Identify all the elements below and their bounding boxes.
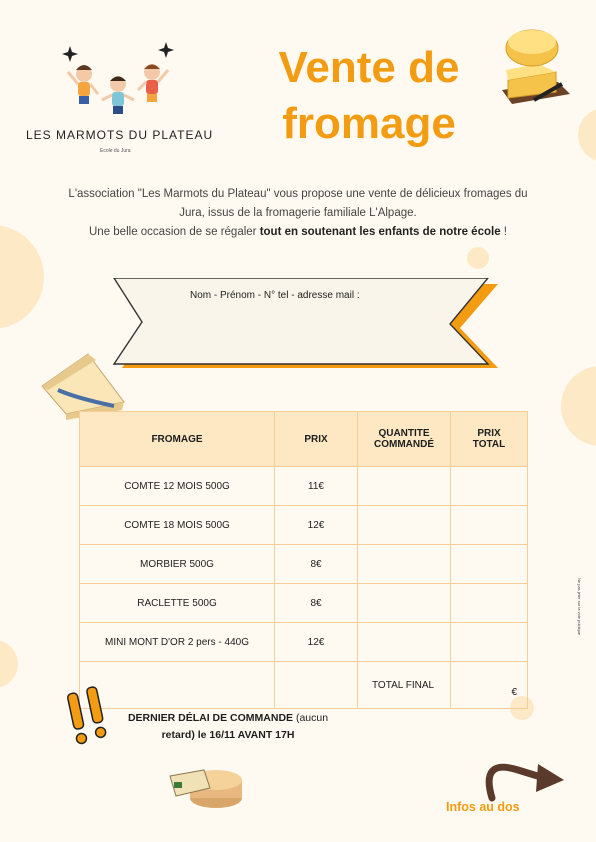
quantity-cell[interactable] — [358, 623, 451, 662]
deadline-line1-normal: (aucun — [293, 712, 329, 724]
header-prix: PRIX — [275, 412, 358, 467]
intro-text — [36, 185, 560, 242]
cheese-price: 11€ — [275, 467, 358, 506]
table-row — [80, 545, 528, 584]
deco-circle-left-bottom — [0, 640, 18, 688]
header-total-line2: TOTAL — [472, 439, 506, 450]
total-final-value[interactable]: € — [451, 662, 528, 709]
total-price-cell[interactable] — [451, 623, 528, 662]
quantity-cell[interactable] — [358, 584, 451, 623]
total-price-cell[interactable] — [451, 584, 528, 623]
table-row — [80, 506, 528, 545]
header-quantite-line1: QUANTITE — [378, 428, 430, 439]
cheese-name: COMTE 12 MOIS 500G — [80, 467, 275, 506]
header-prix-total — [451, 412, 528, 467]
total-row — [80, 662, 528, 709]
cheese-name: MORBIER 500G — [80, 545, 275, 584]
cheese-price: 8€ — [275, 584, 358, 623]
header-quantite — [358, 412, 451, 467]
cheese-board-illustration — [498, 20, 574, 108]
sparkle-icon — [62, 42, 174, 62]
table-row — [80, 584, 528, 623]
total-price-cell[interactable] — [451, 545, 528, 584]
intro-line-3-end: ! — [500, 226, 507, 238]
logo-subtitle: Ecole du Jura — [100, 148, 131, 154]
deadline-line1-bold: DERNIER DÉLAI DE COMMANDE — [127, 712, 294, 724]
deco-circle-right-top — [578, 108, 596, 162]
deadline-line2: retard) le 16/11 AVANT 17H — [161, 729, 295, 741]
page-title — [264, 40, 474, 152]
total-final-label: TOTAL FINAL — [358, 662, 451, 709]
intro-line-2: Jura, issus de la fromagerie familiale L'Alpage. — [179, 207, 417, 219]
intro-line-1: L'association "Les Marmots du Plateau" vous propose une vente de délicieux fromages du — [68, 188, 528, 200]
order-table — [79, 411, 528, 709]
cheese-name: COMTE 18 MOIS 500G — [80, 506, 275, 545]
title-line-2: fromage — [282, 99, 456, 148]
curved-arrow-icon — [478, 748, 568, 806]
header-total-line1: PRIX — [477, 428, 501, 439]
empty-cell — [275, 662, 358, 709]
kid-left-figure — [68, 65, 98, 104]
total-price-cell[interactable] — [451, 467, 528, 506]
table-row — [80, 623, 528, 662]
intro-line-3-start: Une belle occasion de se régaler — [89, 226, 260, 238]
table-row — [80, 467, 528, 506]
cheese-price: 12€ — [275, 506, 358, 545]
quantity-cell[interactable] — [358, 467, 451, 506]
quantity-cell[interactable] — [358, 506, 451, 545]
side-note: Ne pas jeter sur la voie publique — [577, 578, 582, 636]
kid-middle-figure — [102, 76, 134, 114]
contact-input-area[interactable] — [150, 306, 440, 356]
intro-line-3-bold: tout en soutenant les enfants de notre école — [259, 226, 501, 238]
kid-right-figure — [138, 64, 168, 102]
mont-dor-box-illustration — [166, 758, 246, 810]
cheese-name: RACLETTE 500G — [80, 584, 275, 623]
table-header-row — [80, 412, 528, 467]
title-line-1: Vente de — [278, 43, 460, 92]
cheese-price: 12€ — [275, 623, 358, 662]
deco-circle-right — [561, 366, 596, 446]
header-fromage: FROMAGE — [80, 412, 275, 467]
header-quantite-line2: COMMANDÉ — [374, 439, 434, 450]
quantity-cell[interactable] — [358, 545, 451, 584]
cheese-price: 8€ — [275, 545, 358, 584]
total-price-cell[interactable] — [451, 506, 528, 545]
kids-logo-illustration — [60, 40, 180, 120]
contact-field-label: Nom - Prénom - N° tel - adresse mail : — [190, 290, 360, 301]
deco-circle-small — [467, 247, 489, 269]
logo-name: LES MARMOTS DU PLATEAU — [26, 128, 214, 142]
order-deadline — [108, 710, 348, 744]
infos-au-dos-link[interactable]: Infos au dos — [446, 800, 520, 814]
cheese-name: MINI MONT D'OR 2 pers - 440G — [80, 623, 275, 662]
